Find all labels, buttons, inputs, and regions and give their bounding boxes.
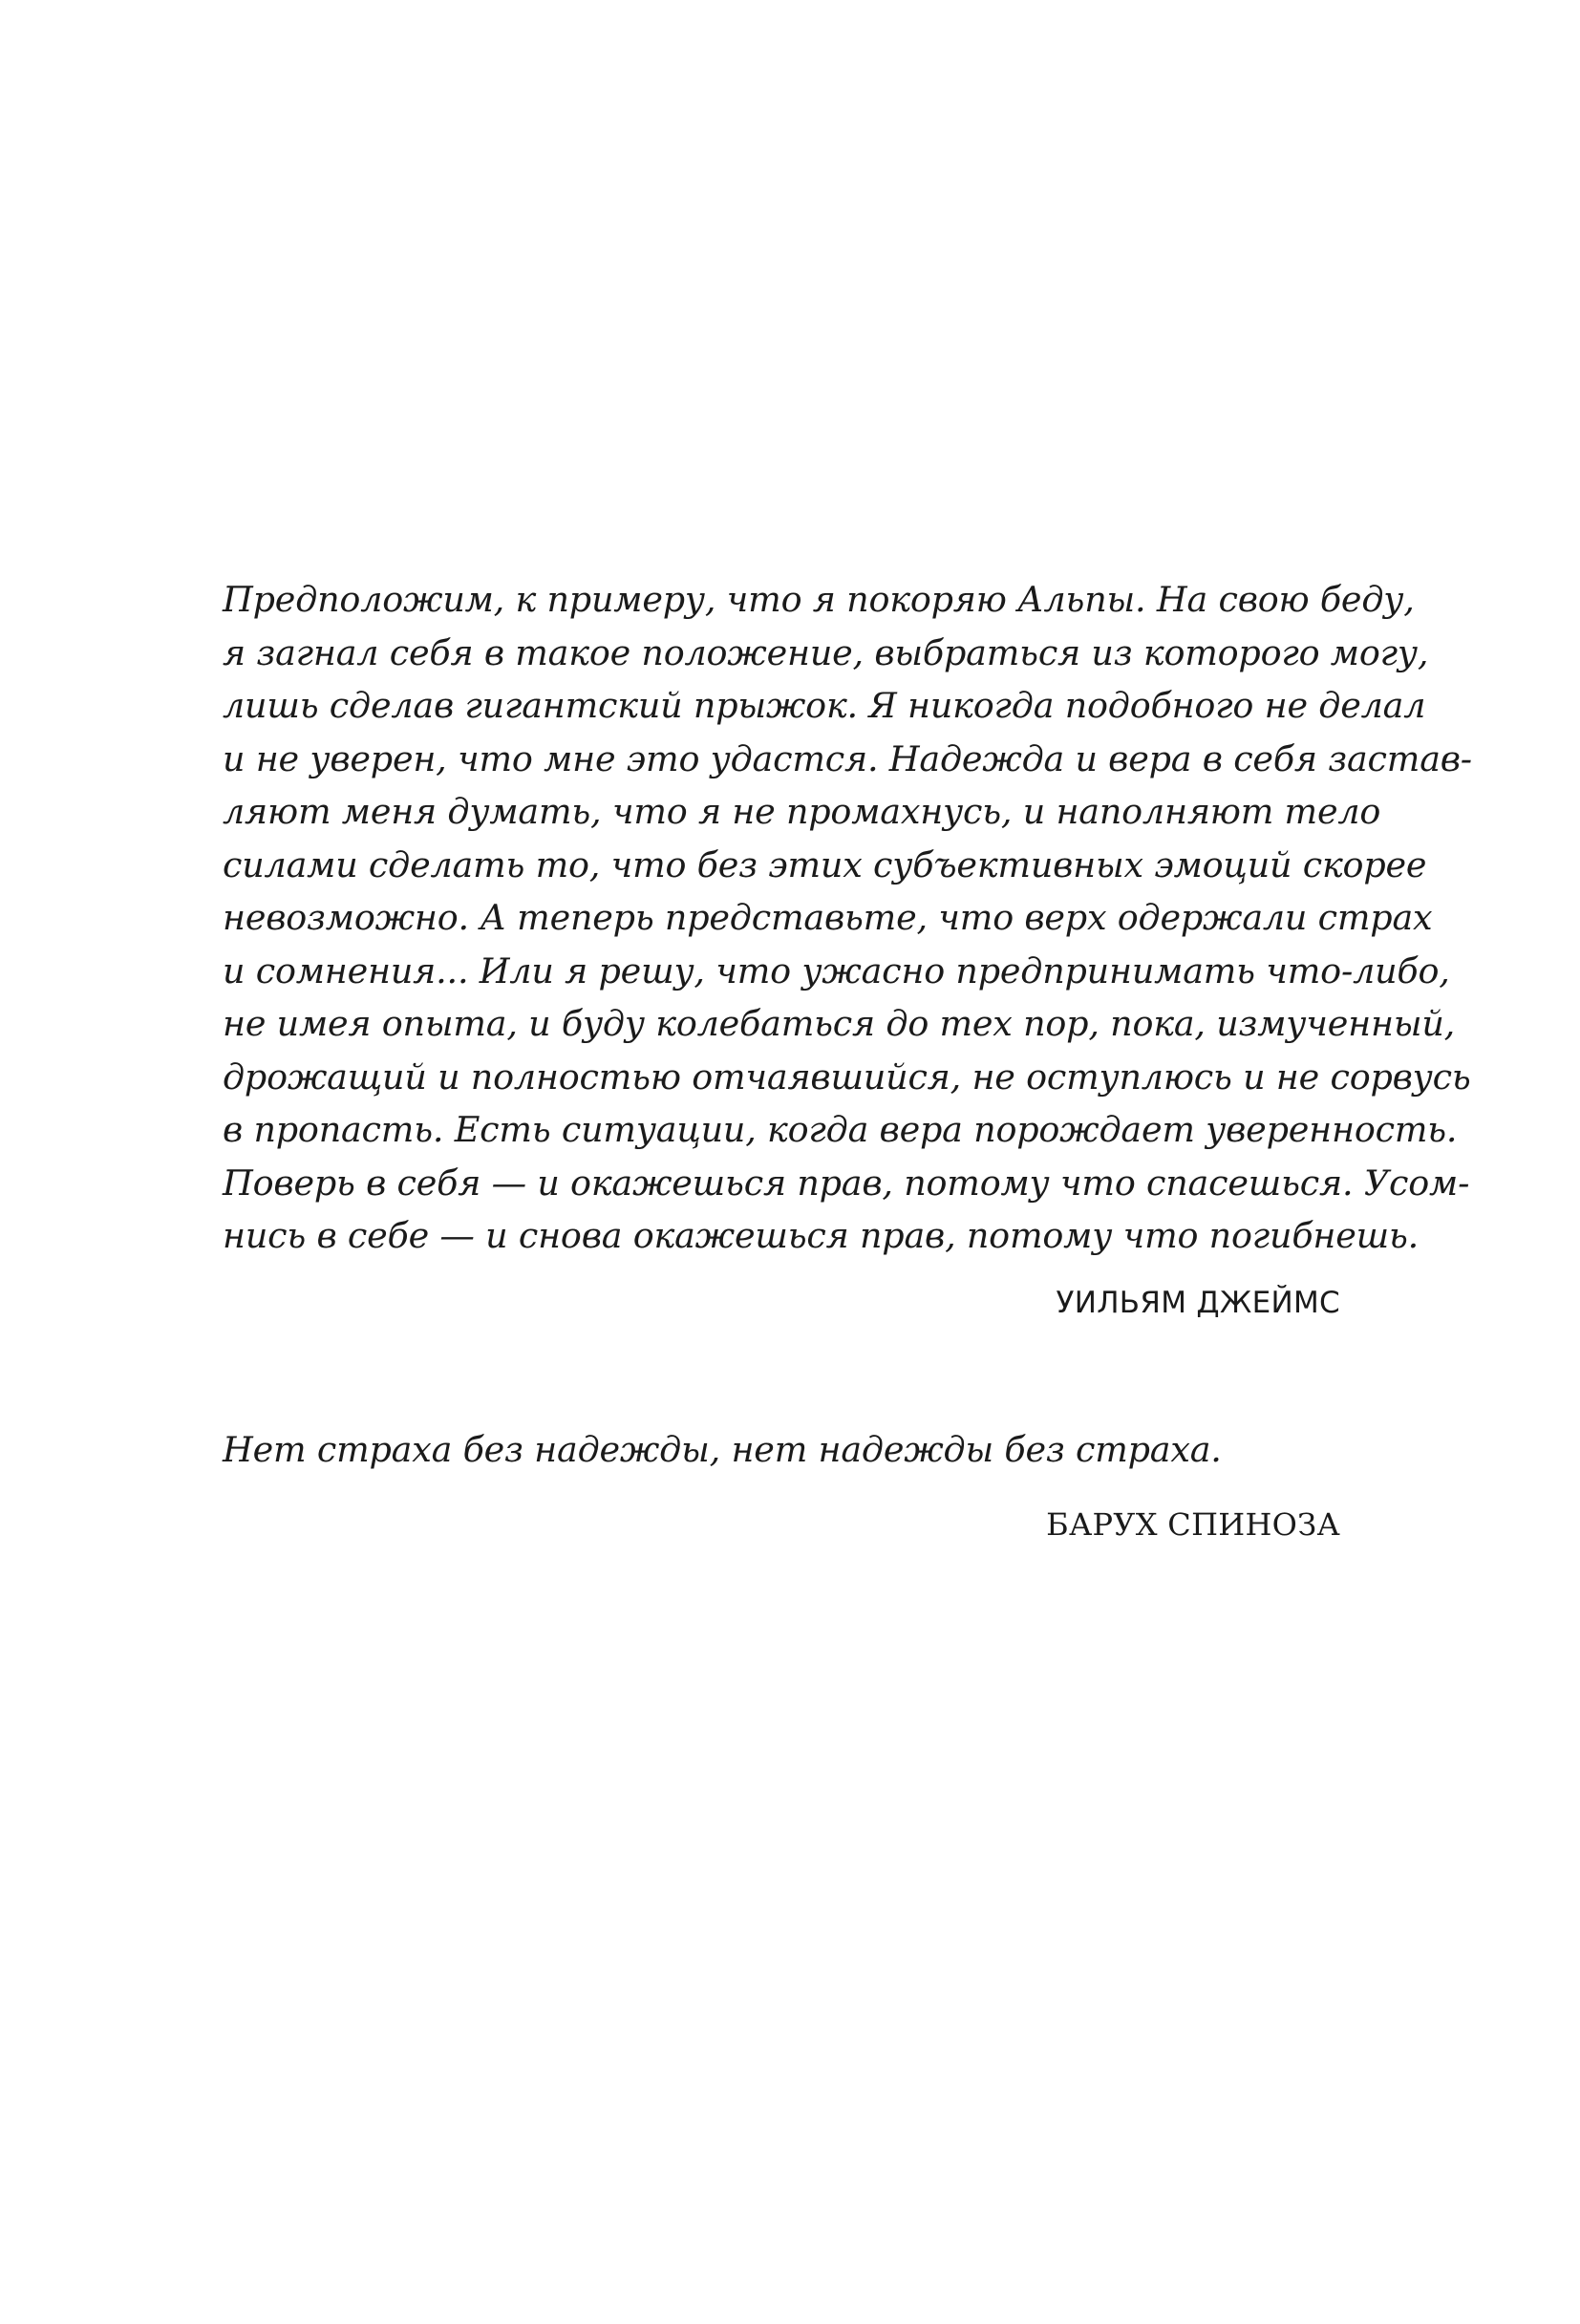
quote-text bbox=[223, 1423, 1340, 1477]
quote-line: я загнал себя в такое положение, выбраться из которого могу, bbox=[223, 631, 1429, 673]
epigraph-baruch-spinoza bbox=[223, 1423, 1340, 1544]
quote-author: БАРУХ СПИНОЗА bbox=[1046, 1505, 1340, 1543]
quote-line: в пропасть. Есть ситуации, когда вера порождает уверенность. bbox=[223, 1109, 1458, 1150]
epigraph-william-james bbox=[223, 573, 1472, 1322]
quote-line: не имея опыта, и буду колебаться до тех пор, пока, измученный, bbox=[223, 1003, 1456, 1044]
quote-line: и сомнения... Или я решу, что ужасно предпринимать что-либо, bbox=[223, 949, 1450, 991]
quote-line: Нет страха без надежды, нет надежды без страха. bbox=[223, 1429, 1222, 1470]
quote-text bbox=[223, 573, 1472, 1263]
quote-line: силами сделать то, что без этих субъективных эмоций скорее bbox=[223, 843, 1427, 885]
quote-line: ляют меня думать, что я не промахнусь, и наполняют тело bbox=[223, 791, 1381, 832]
quote-line: Поверь в себя — и окажешься прав, потому что спасешься. Усом- bbox=[223, 1162, 1470, 1204]
quote-line: нись в себе — и снова окажешься прав, потому что погибнешь. bbox=[223, 1215, 1420, 1256]
quote-line: лишь сделав гигантский прыжок. Я никогда подобного не делал bbox=[223, 685, 1426, 726]
quote-author: УИЛЬЯМ ДЖЕЙМС bbox=[1056, 1285, 1340, 1320]
quote-line: Предположим, к примеру, что я покоряю Альпы. На свою беду, bbox=[223, 579, 1415, 620]
quote-line: дрожащий и полностью отчаявшийся, не оступлюсь и не сорвусь bbox=[223, 1055, 1471, 1098]
quote-line: невозможно. А теперь представьте, что верх одержали страх bbox=[223, 897, 1433, 938]
quote-line: и не уверен, что мне это удастся. Надежда и вера в себя застав- bbox=[223, 737, 1472, 779]
